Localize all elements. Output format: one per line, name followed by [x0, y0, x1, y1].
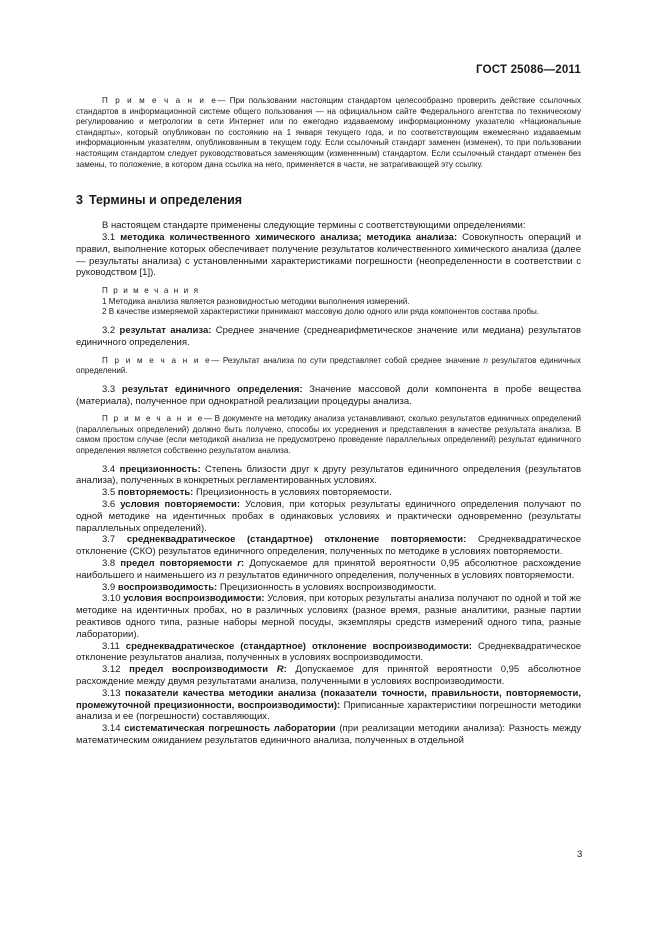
term-3-14	[76, 723, 581, 747]
term-3-9	[76, 582, 581, 594]
term-3-4	[76, 464, 581, 488]
term-colon: :	[283, 664, 287, 676]
term-name: показатели качества методики анализа (показатели точности, правильности, повторяемости, промежуточной прецизионности, воспроизводимости):	[76, 687, 581, 711]
term-name-text: предел воспроизводимости	[129, 664, 269, 676]
term-3-1	[76, 232, 581, 279]
note-text: — При пользовании настоящим стандартом целесообразно проверить действие ссылочных стандартов в информационной системе общего пользования — на официальном сайте Федерального агентства по техническому регулированию и метрологии в сети Интернет или по ежегодно издаваемому информационному указателю «Национальные стандарты», который опубликован по состоянию на 1 января текущего года, и по соответствующим ежемесячно издаваемым информационным указателям, опубликованным в текущем году. Если ссылочный стандарт заменен (изменен), то при пользовании настоящим стандартом следует руководствоваться заменяющим (измененным) стандартом. Если ссылочный стандарт отменен без замены, то положение, в котором дана ссылка на него, применяется в части, не затрагивающей эту ссылку.	[76, 96, 581, 169]
term-number: 3.1	[102, 231, 116, 243]
term-name-text: предел повторяемости	[120, 558, 233, 570]
note-text: — В документе на методику анализа устанавливают, сколько результатов единичных определений (параллельных определений) должно быть получено, способы их усреднения и представления в качестве результата анализа. В самом простом случае (если методикой анализа не предусмотрено проведение параллельных определений) результат единичного определения является собственно результатом анализа.	[76, 414, 581, 456]
term-3-11	[76, 641, 581, 665]
note-text: результатов единичных определений.	[76, 355, 582, 376]
term-number: 3.13	[102, 687, 121, 699]
section-number: 3	[76, 193, 83, 208]
term-name: условия воспроизводимости:	[123, 593, 265, 605]
notes-label	[76, 286, 581, 297]
term-definition: Приписанные характеристики погрешности методики анализа и ее (погрешности) составляющих.	[76, 699, 582, 723]
term-name: результат анализа:	[119, 324, 212, 336]
term-name: систематическая погрешность лаборатории	[124, 723, 336, 735]
term-number: 3.2	[102, 324, 116, 336]
term-name: методика количественного химического анализа; методика анализа:	[120, 231, 458, 243]
variable-r: r	[237, 558, 241, 570]
term-number: 3.4	[102, 463, 116, 475]
term-3-12	[76, 664, 581, 688]
term-number: 3.14	[102, 723, 121, 735]
term-number: 3.10	[102, 593, 121, 605]
term-definition: Прецизионность в условиях воспроизводимости.	[219, 581, 437, 593]
term-name	[120, 558, 244, 569]
term-number: 3.3	[102, 383, 116, 395]
term-name: условия повторяемости:	[120, 499, 241, 511]
note-1: 1 Методика анализа является разновидностью методики выполнения измерений.	[102, 296, 410, 306]
page-number: 3	[577, 849, 583, 860]
section-heading	[76, 193, 581, 207]
note-label: П р и м е ч а н и е	[102, 355, 212, 365]
standard-header: ГОСТ 25086—2011	[476, 64, 581, 76]
term-definition: Значение массовой доли компонента в пробе вещества (материала), полученное при однократной реализации процедуры анализа.	[76, 383, 581, 407]
term-3-2	[76, 325, 581, 349]
term-number: 3.5	[102, 487, 116, 499]
term-number: 3.7	[102, 534, 116, 546]
term-definition: Среднеквадратическое отклонение (СКО) результатов единичного определения, полученных по методике в условиях повторяемости.	[76, 534, 581, 558]
term-definition: Степень близости друг к другу результатов единичного определения (результатов анализа), полученных в конкретных регламентированных условиях.	[76, 463, 582, 487]
term-number: 3.8	[102, 558, 116, 570]
term-name: результат единичного определения:	[121, 383, 303, 395]
term-number: 3.12	[102, 664, 121, 676]
term-definition: Среднеквадратическое отклонение результатов анализа, полученных в условиях воспроизводимости.	[76, 640, 582, 664]
term-name: воспроизводимость:	[117, 581, 218, 593]
page-content	[76, 96, 581, 747]
term-definition: Прецизионность в условиях повторяемости.	[196, 487, 392, 499]
term-colon: :	[240, 558, 245, 570]
term-name: среднеквадратическое (стандартное) отклонение повторяемости:	[126, 534, 467, 546]
note-3-2	[76, 356, 581, 377]
term-definition: результатов единичного определения, полученных в условиях повторяемости.	[227, 569, 575, 581]
term-3-6	[76, 499, 581, 534]
term-definition: (при реализации методики анализа): Разность между математическим ожиданием результатов единичного анализа, полученных в отдельной	[76, 723, 581, 746]
variable-n: n	[219, 569, 225, 581]
term-definition: Условия, при которых результаты единичного определения получают по одной методике на идентичных пробах в одинаковых условиях и практически одновременно (результаты параллельных определений).	[76, 499, 582, 534]
term-name	[129, 664, 287, 675]
term-name: среднеквадратическое (стандартное) отклонение воспроизводимости:	[125, 640, 472, 652]
note-label: П р и м е ч а н и я	[102, 286, 200, 296]
note-label: П р и м е ч а н и е	[102, 96, 218, 105]
term-3-7	[76, 534, 581, 558]
term-number: 3.9	[102, 581, 116, 593]
term-name: прецизионность:	[119, 463, 201, 475]
term-name: повторяемость:	[117, 487, 194, 499]
term-3-8	[76, 558, 581, 582]
term-number: 3.11	[102, 640, 120, 652]
variable-R: R	[276, 664, 284, 676]
term-3-10	[76, 593, 581, 640]
intro-note	[76, 96, 581, 170]
term-definition: Допускаемое для принятой вероятности 0,95 абсолютное расхождение наибольшего и наименьшего из	[76, 558, 582, 581]
variable-n: n	[483, 355, 488, 365]
note-text: — Результат анализа по сути представляет собой среднее значение	[211, 355, 480, 365]
term-3-5	[76, 487, 581, 499]
term-definition: Допускаемое для принятой вероятности 0,95 абсолютное расхождение между двумя результатами анализа, полученными в условиях воспроизводимости.	[76, 664, 582, 688]
section-title: Термины и определения	[88, 193, 243, 208]
term-3-3	[76, 384, 581, 408]
term-definition: Среднее значение (среднеарифметическое значение или медиана) результатов единичного определения.	[76, 324, 582, 348]
term-definition: Совокупность операций и правил, выполнение которых обеспечивает получение результатов количественного химического анализа (далее — результаты анализа) с установленными характеристиками погрешности (неопределенности в соответствии с руководством [1]).	[76, 231, 581, 279]
note-label: П р и м е ч а н и е	[102, 414, 204, 424]
intro-paragraph: В настоящем стандарте применены следующие термины с соответствующими определениями:	[102, 220, 526, 232]
term-3-13	[76, 688, 581, 723]
note-3-3	[76, 414, 581, 456]
term-number: 3.6	[102, 499, 116, 511]
term-definition: Условия, при которых результаты анализа получают по одной и той же методике на идентичных пробах, но в различных условиях (разное время, разные аналитики, разные партии реактивов одного типа, разные наборы мерной посуды, экземпляры средств измерений одного типа, разные лаборатории).	[76, 593, 582, 640]
note-2: 2 В качестве измеряемой характеристики принимают массовую долю одного или ряда компонентов состава пробы.	[102, 307, 540, 317]
